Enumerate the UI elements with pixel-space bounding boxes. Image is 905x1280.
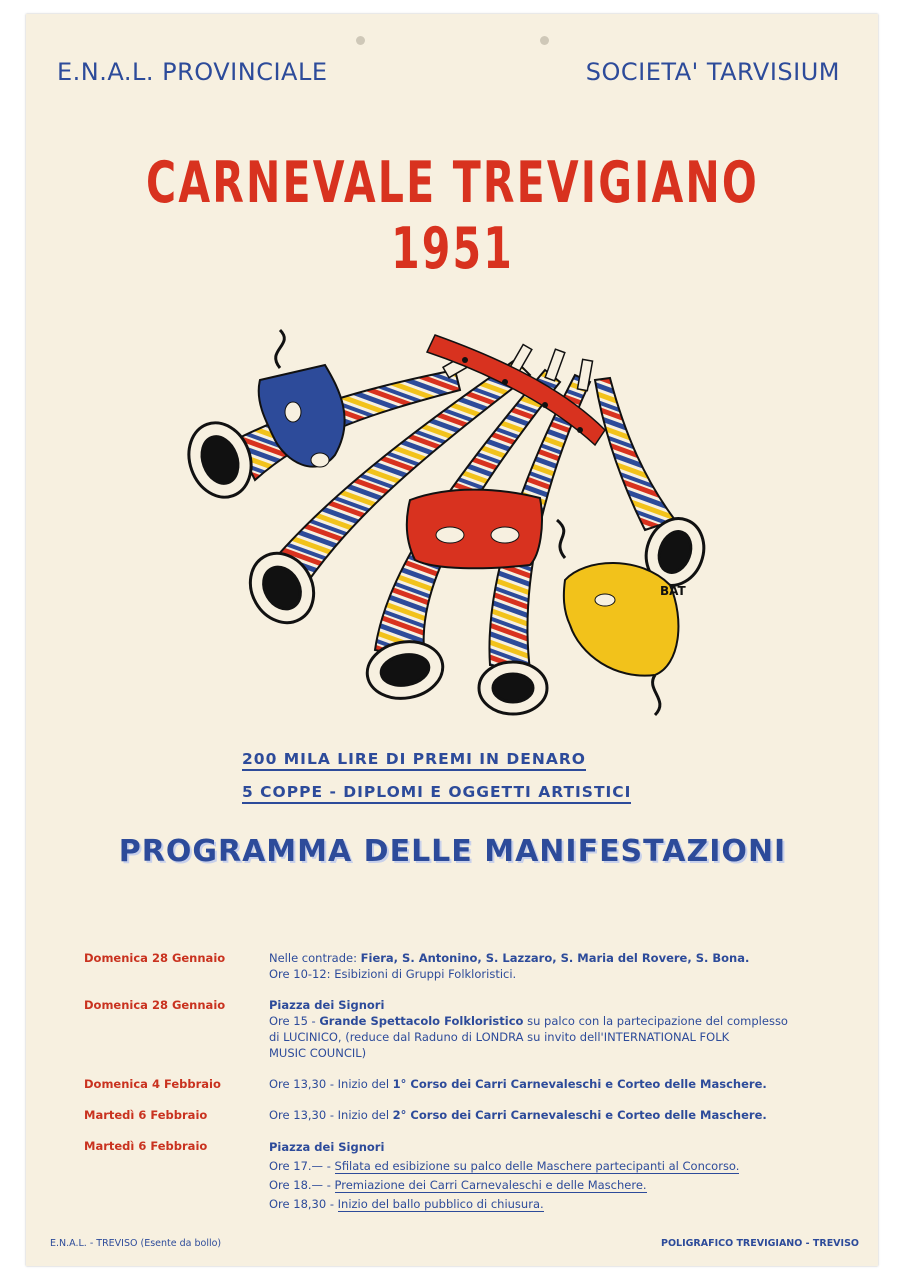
poster-title: CARNEVALE TREVIGIANO 1951 bbox=[146, 150, 759, 282]
event-description: Ore 13,30 - Inizio del 1° Corso dei Carri Carnevaleschi e Corteo delle Maschere. bbox=[269, 1077, 767, 1091]
event-description: Ore 13,30 - Inizio del 2° Corso dei Carri Carnevaleschi e Corteo delle Maschere. bbox=[269, 1108, 767, 1122]
event-description: Piazza dei Signori Ore 15 - Grande Spettacolo Folkloristico su palco con la partecipazione del complesso di LUCINICO, (reduce dal Raduno di LONDRA su invito dell'INTERNATIONAL FOLK MUSIC COUNCIL) bbox=[269, 998, 788, 1060]
event-date: Martedì 6 Febbraio bbox=[84, 1139, 208, 1153]
event-description: Nelle contrade: Fiera, S. Antonino, S. Lazzaro, S. Maria del Rovere, S. Bona. Ore 10-12: Esibizioni di Gruppi Folkloristici. bbox=[269, 951, 750, 981]
event-date: Domenica 28 Gennaio bbox=[84, 951, 226, 965]
header-right: SOCIETA' TARVISIUM bbox=[585, 58, 840, 86]
carnival-trumpets-masks-illustration bbox=[185, 320, 710, 730]
header-left: E.N.A.L. PROVINCIALE bbox=[57, 58, 328, 86]
event-date: Martedì 6 Febbraio bbox=[84, 1108, 208, 1122]
event-date: Domenica 28 Gennaio bbox=[84, 998, 226, 1012]
footer-left: E.N.A.L. - TREVISO (Esente da bollo) bbox=[50, 1238, 222, 1249]
artist-signature: BAT bbox=[660, 584, 686, 598]
event-date: Domenica 4 Febbraio bbox=[84, 1077, 221, 1091]
footer-right: POLIGRAFICO TREVIGIANO - TREVISO bbox=[660, 1238, 859, 1249]
pin-hole bbox=[356, 36, 365, 45]
prize-line-money: 200 MILA LIRE DI PREMI IN DENARO bbox=[242, 750, 586, 771]
pin-hole bbox=[540, 36, 549, 45]
prize-line-cups: 5 COPPE - DIPLOMI E OGGETTI ARTISTICI bbox=[242, 783, 631, 804]
program-title: PROGRAMMA DELLE MANIFESTAZIONI bbox=[118, 834, 787, 869]
event-description: Piazza dei Signori Ore 17.— - Sfilata ed esibizione su palco delle Maschere partecipanti al Concorso. Ore 18.— - Premiazione dei Carri Carnevaleschi e delle Maschere. Ore 18,30 - Inizio del ballo pubblico di chiusura. bbox=[269, 1140, 740, 1211]
